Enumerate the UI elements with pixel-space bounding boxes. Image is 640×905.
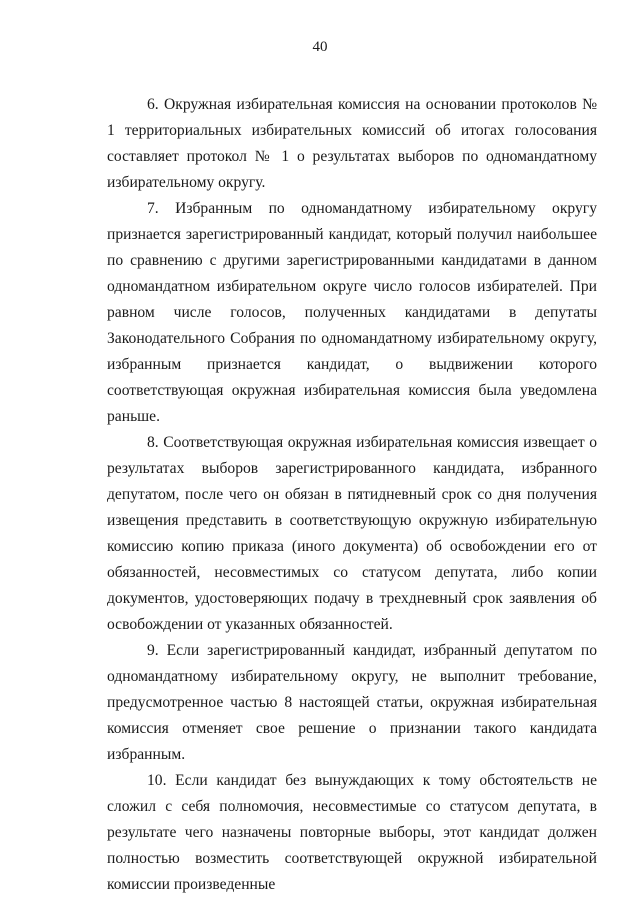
paragraph-6: 6. Окружная избирательная комиссия на основании протоколов № 1 территориальных избирательных комиссий об итогах голосования составляет протокол № 1 о результатах выборов по одномандатному избирательному округу.: [107, 96, 597, 191]
document-body: [107, 92, 597, 898]
page-number: 40: [312, 39, 328, 55]
paragraph-9: 9. Если зарегистрированный кандидат, избранный депутатом по одномандатному избирательному округу, не выполнит требование, предусмотренное частью 8 настоящей статьи, окружная избирательная комиссия отменяет свое решение о признании такого кандидата избранным.: [107, 642, 597, 763]
paragraph-7: 7. Избранным по одномандатному избирательному округу признается зарегистрированный кандидат, который получил наибольшее по сравнению с другими зарегистрированными кандидатами в данном одномандатном избирательном округе число голосов избирателей. При равном числе голосов, полученных кандидатами в депутаты Законодательного Собрания по одномандатному избирательному округу, избранным признается кандидат, о выдвижении которого соответствующая окружная избирательная комиссия была уведомлена раньше.: [107, 200, 597, 425]
paragraph-8: 8. Соответствующая окружная избирательная комиссия извещает о результатах выборов зарегистрированного кандидата, избранного депутатом, после чего он обязан в пятидневный срок со дня получения извещения представить в соответствующую окружную избирательную комиссию копию приказа (иного документа) об освобождении его от обязанностей, несовместимых со статусом депутата, либо копии документов, удостоверяющих подачу в трехдневный срок заявления об освобождении от указанных обязанностей.: [107, 434, 597, 633]
paragraph-10: 10. Если кандидат без вынуждающих к тому обстоятельств не сложил с себя полномочия, несовместимые со статусом депутата, в результате чего назначены повторные выборы, этот кандидат должен полностью возместить соответствующей окружной избирательной комиссии произведенные: [107, 772, 597, 893]
